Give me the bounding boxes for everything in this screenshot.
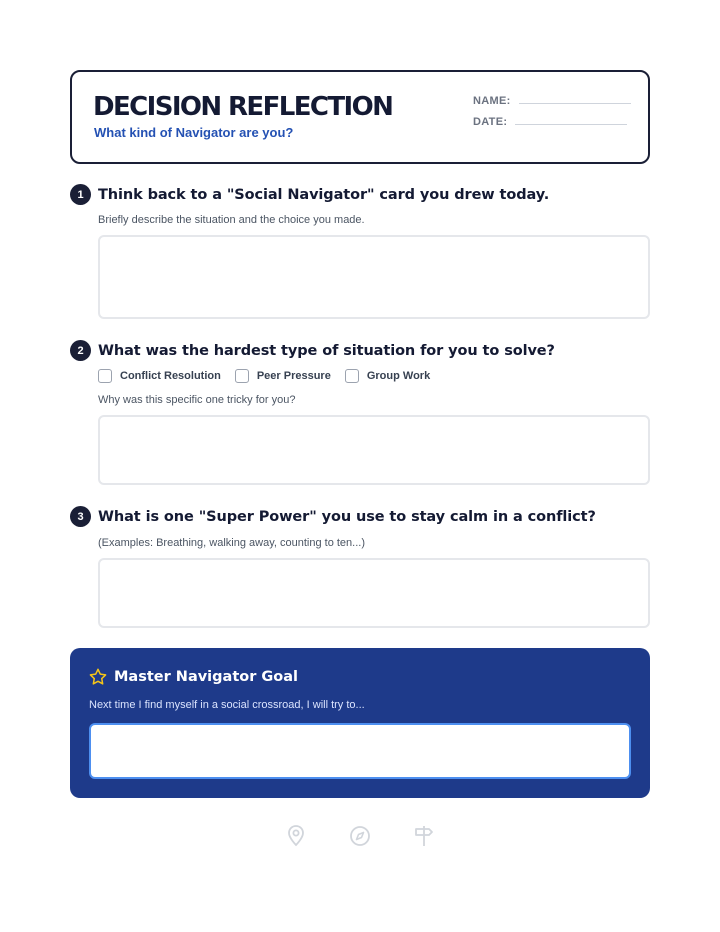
option-label: Group Work — [366, 370, 431, 382]
option-label: Peer Pressure — [256, 370, 331, 382]
page-subtitle: What kind of Navigator are you? — [94, 125, 294, 140]
option-group-work[interactable] — [345, 369, 430, 383]
question-3-text: What is one "Super Power" you use to stay calm in a conflict? — [98, 508, 596, 525]
signpost-icon — [413, 824, 435, 848]
question-2-heading — [70, 340, 650, 361]
date-label: DATE: — [473, 116, 508, 128]
question-number-badge: 3 — [70, 506, 91, 527]
question-number-badge: 1 — [70, 184, 91, 205]
situation-options — [98, 369, 650, 383]
question-1-hint: Briefly describe the situation and the choice you made. — [98, 214, 365, 226]
goal-title: Master Navigator Goal — [114, 669, 299, 685]
map-pin-icon — [286, 824, 306, 848]
question-1-heading — [70, 184, 650, 205]
question-2-answer-box[interactable] — [98, 415, 650, 485]
question-3-heading — [70, 506, 650, 527]
header-card — [70, 70, 650, 164]
master-goal-card — [70, 648, 650, 798]
question-1 — [70, 184, 650, 319]
question-1-answer-box[interactable] — [98, 235, 650, 319]
date-field[interactable] — [473, 116, 627, 128]
page-title: DECISION REFLECTION — [93, 92, 393, 122]
question-3 — [70, 506, 650, 628]
name-line[interactable] — [519, 103, 631, 104]
goal-answer-input[interactable] — [89, 723, 631, 779]
checkbox[interactable] — [345, 369, 359, 383]
question-1-text: Think back to a "Social Navigator" card you drew today. — [98, 186, 550, 203]
name-label: NAME: — [473, 95, 511, 107]
goal-title-row — [88, 667, 298, 687]
name-field[interactable] — [473, 95, 631, 107]
date-line[interactable] — [515, 124, 627, 125]
footer-icons — [0, 824, 720, 850]
option-conflict-resolution[interactable] — [98, 369, 221, 383]
checkbox[interactable] — [98, 369, 112, 383]
goal-hint: Next time I find myself in a social crossroad, I will try to... — [89, 699, 365, 711]
option-peer-pressure[interactable] — [235, 369, 331, 383]
star-icon — [88, 667, 108, 687]
checkbox[interactable] — [235, 369, 249, 383]
question-number-badge: 2 — [70, 340, 91, 361]
option-label: Conflict Resolution — [120, 370, 221, 382]
question-2-text: What was the hardest type of situation for you to solve? — [98, 342, 555, 359]
compass-icon — [349, 824, 371, 848]
question-2-hint: Why was this specific one tricky for you? — [98, 394, 296, 406]
question-3-answer-box[interactable] — [98, 558, 650, 628]
question-3-hint: (Examples: Breathing, walking away, counting to ten...) — [98, 537, 365, 549]
question-2 — [70, 340, 650, 485]
